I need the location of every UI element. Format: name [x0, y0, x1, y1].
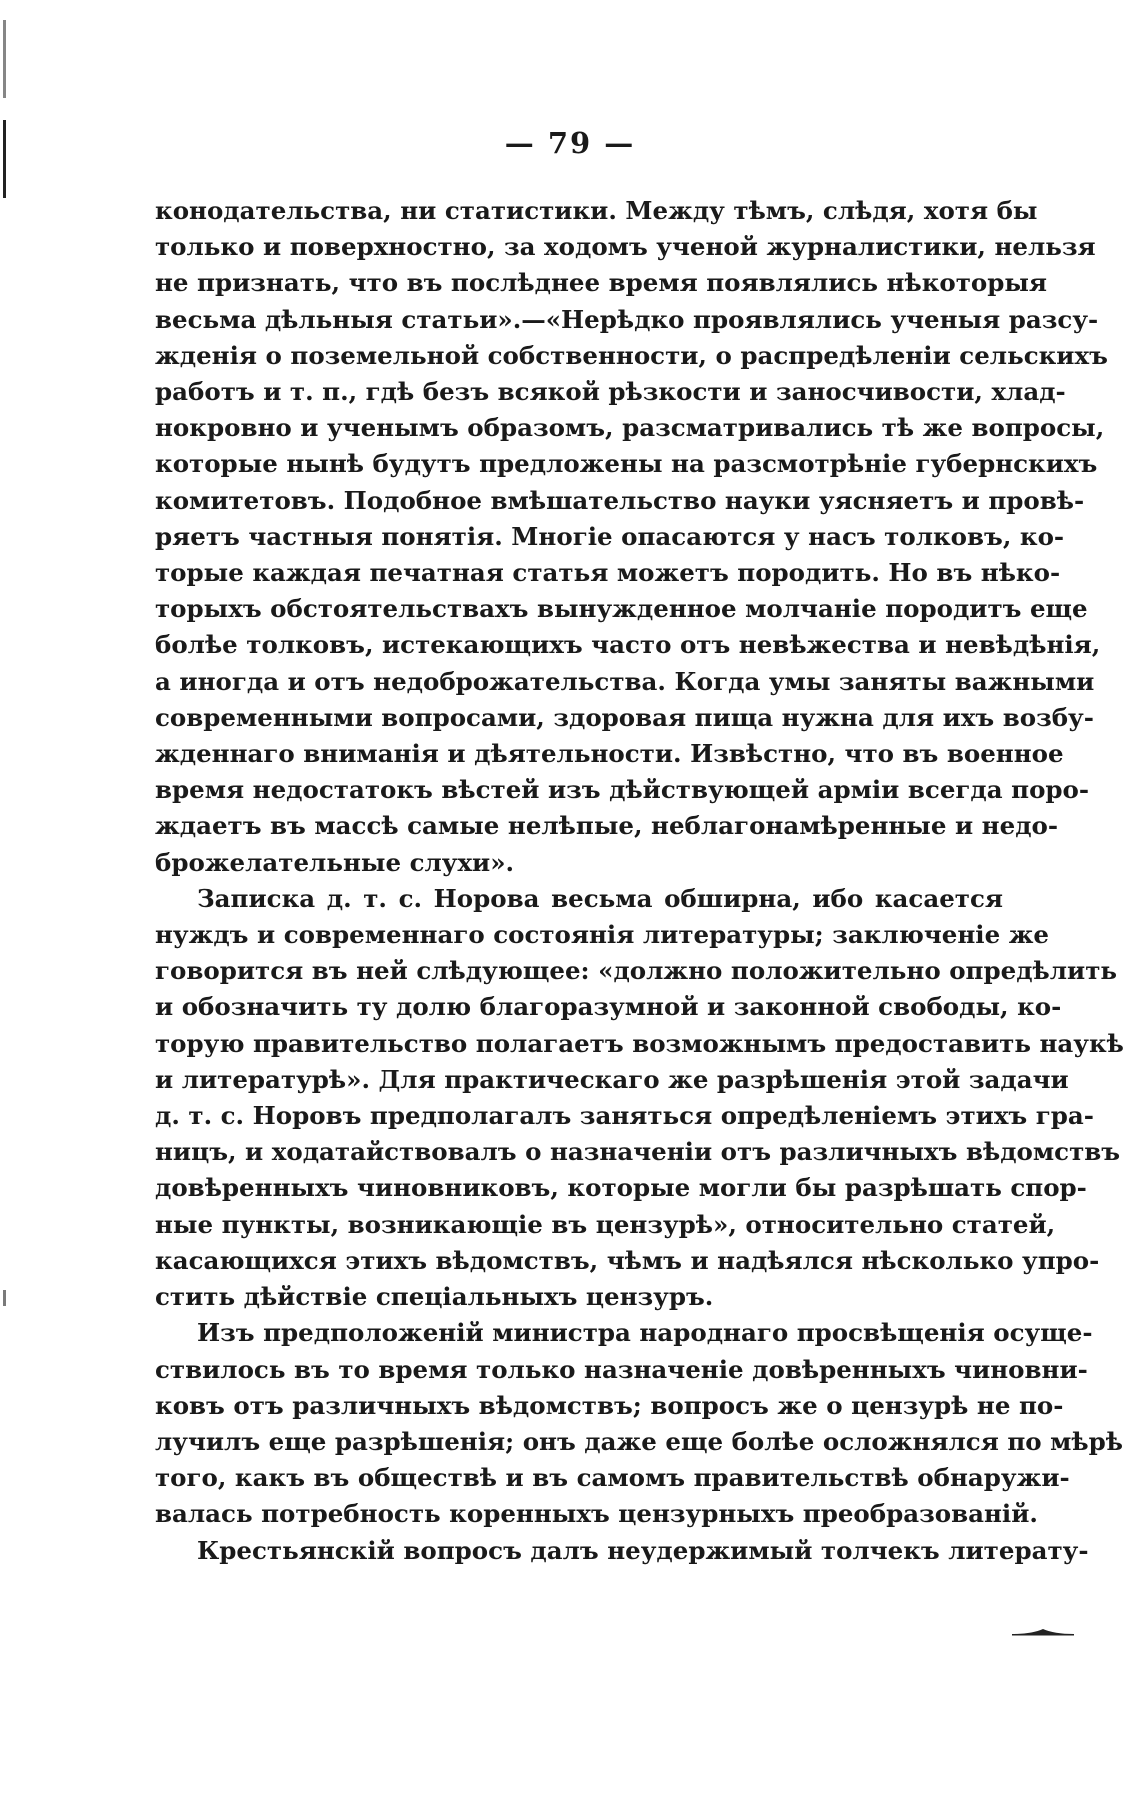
text-line: ковъ отъ различныхъ вѣдомствъ; вопросъ же о цензурѣ не по- [155, 1390, 1064, 1420]
text-line: брожелательные слухи». [155, 847, 515, 877]
text-line: торыхъ обстоятельствахъ вынужденное молчаніе породитъ еще [155, 594, 1088, 624]
text-line: жденнаго вниманія и дѣятельности. Извѣстно, что въ военное [155, 739, 1064, 769]
text-line: торую правительство полагаетъ возможнымъ предоставить наукѣ [155, 1028, 1124, 1058]
text-line: время недостатокъ вѣстей изъ дѣйствующей арміи всегда поро- [155, 775, 1090, 805]
text-line: комитетовъ. Подобное вмѣшательство науки уясняетъ и провѣ- [155, 485, 1085, 515]
text-line: Записка д. т. с. Норова весьма обширна, ибо касается [197, 883, 1003, 913]
text-line: говорится въ ней слѣдующее: «должно положительно опредѣлить [155, 956, 1118, 986]
page-edge-mark [3, 20, 6, 98]
text-line: Изъ предположеній министра народнаго просвѣщенія осуще- [197, 1318, 1093, 1348]
text-line: валась потребность коренныхъ цензурныхъ преобразованій. [155, 1499, 1038, 1529]
text-line: стить дѣйствіе спеціальныхъ цензуръ. [155, 1282, 714, 1312]
text-line: не признать, что въ послѣднее время появлялись нѣкоторыя [155, 268, 1048, 298]
text-line: лучилъ еще разрѣшенія; онъ даже еще болѣе осложнялся по мѣрѣ [155, 1426, 1124, 1456]
text-line: и обозначить ту долю благоразумной и законной свободы, ко- [155, 992, 1062, 1022]
text-line: весьма дѣльныя статьи».—«Нерѣдко проявлялись ученыя разсу- [155, 304, 1099, 334]
text-line: касающихся этихъ вѣдомствъ, чѣмъ и надѣялся нѣсколько упро- [155, 1245, 1100, 1275]
text-line: конодательства, ни статистики. Между тѣмъ, слѣдя, хотя бы [155, 196, 1038, 225]
text-line: современными вопросами, здоровая пища нужна для ихъ возбу- [155, 702, 1094, 732]
text-line: ряетъ частныя понятія. Многіе опасаются у насъ толковъ, ко- [155, 521, 1065, 551]
text-line: нуждъ и современнаго состоянія литературы; заключеніе же [155, 920, 1050, 950]
text-line: ные пункты, возникающіе въ цензурѣ», относительно статей, [155, 1209, 1056, 1239]
text-line: а иногда и отъ недоброжательства. Когда умы заняты важными [155, 666, 1095, 696]
text-line: только и поверхностно, за ходомъ ученой журналистики, нельзя [155, 232, 1096, 262]
text-line: д. т. с. Норовъ предполагалъ заняться опредѣленіемъ этихъ гра- [155, 1101, 1094, 1131]
text-line: жденія о поземельной собственности, о распредѣленіи сельскихъ [155, 340, 1108, 370]
page-number: — 79 — [504, 126, 636, 160]
text-line: Крестьянскій вопросъ далъ неудержимый толчекъ литерату- [197, 1535, 1089, 1565]
text-line: которые нынѣ будутъ предложены на разсмотрѣніе губернскихъ [155, 449, 1098, 479]
text-line: ждаетъ въ массѣ самые нелѣпые, неблагонамѣренные и недо- [155, 811, 1059, 841]
text-line: ницъ, и ходатайствовалъ о назначеніи отъ различныхъ вѣдомствъ [155, 1137, 1121, 1167]
text-line: довѣренныхъ чиновниковъ, которые могли бы разрѣшать спор- [155, 1173, 1087, 1203]
text-line: торые каждая печатная статья можетъ породить. Но въ нѣко- [155, 558, 1061, 588]
text-line: того, какъ въ обществѣ и въ самомъ правительствѣ обнаружи- [155, 1463, 1070, 1493]
text-line: нокровно и ученымъ образомъ, разсматривались тѣ же вопросы, [155, 413, 1105, 443]
text-line: работъ и т. п., гдѣ безъ всякой рѣзкости и заносчивости, хлад- [155, 377, 1066, 407]
text-line: и литературѣ». Для практическаго же разрѣшенія этой задачи [155, 1064, 1069, 1094]
page-edge-tail [1012, 1628, 1074, 1636]
text-line: болѣе толковъ, истекающихъ часто отъ невѣжества и невѣдѣнія, [155, 630, 1101, 660]
page-edge-mark [3, 1290, 6, 1306]
text-line: ствилось въ то время только назначеніе довѣренныхъ чиновни- [155, 1354, 1088, 1384]
body-text [155, 193, 1124, 1569]
